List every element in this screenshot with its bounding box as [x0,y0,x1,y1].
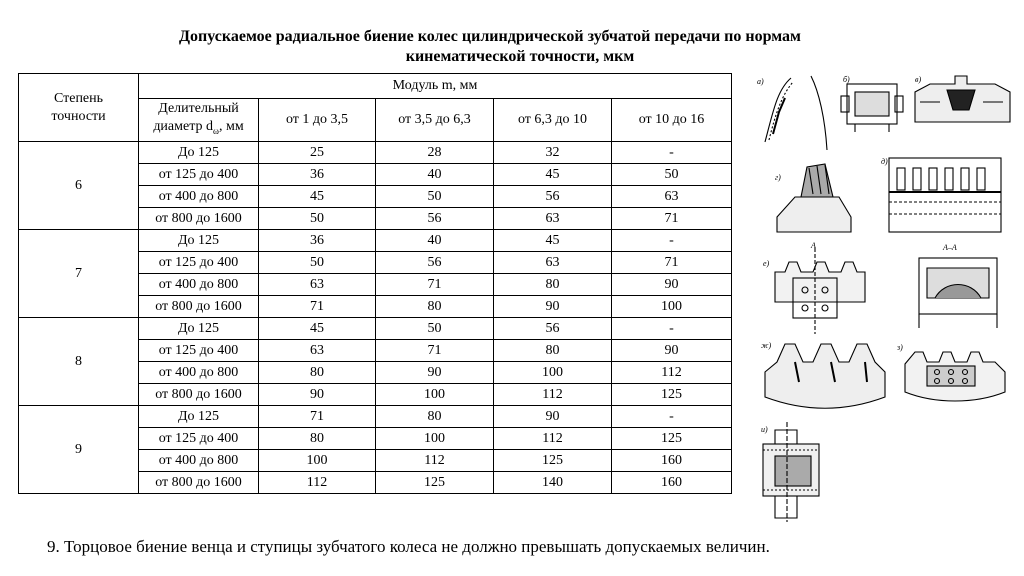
value-cell: 63 [494,252,612,274]
value-cell: 112 [494,384,612,406]
value-cell: 90 [612,274,732,296]
value-cell: 90 [259,384,376,406]
value-cell: 100 [376,384,494,406]
grade-cell: 9 [19,406,139,494]
sketch-e [775,248,865,334]
value-cell: 45 [494,230,612,252]
value-cell: 71 [376,274,494,296]
value-cell: - [612,406,732,428]
value-cell: 125 [376,472,494,494]
title-line-2: кинематической точности, мкм [405,48,635,65]
value-cell: 160 [612,450,732,472]
value-cell: 36 [259,164,376,186]
value-cell: 56 [494,186,612,208]
diameter-cell: от 400 до 800 [139,362,259,384]
value-cell: 100 [376,428,494,450]
figure-label: г) [775,173,781,182]
module-column-header: от 3,5 до 6,3 [376,99,494,142]
value-cell: - [612,142,732,164]
value-cell: 25 [259,142,376,164]
gear-sketches-panel [755,72,1015,527]
sketch-zh [765,344,885,408]
value-cell: 90 [494,406,612,428]
value-cell: 90 [494,296,612,318]
value-cell: 71 [259,296,376,318]
value-cell: 71 [376,340,494,362]
diameter-cell: До 125 [139,142,259,164]
diameter-cell: от 400 до 800 [139,186,259,208]
value-cell: 56 [376,252,494,274]
value-cell: 80 [376,296,494,318]
diameter-header-unit: , мм [218,119,244,135]
value-cell: 56 [376,208,494,230]
table-row [19,318,732,340]
value-cell: 80 [494,274,612,296]
value-cell: 80 [259,428,376,450]
diameter-cell: До 125 [139,318,259,340]
value-cell: 100 [259,450,376,472]
diameter-cell: от 800 до 1600 [139,208,259,230]
diameter-header [139,99,259,142]
value-cell: 50 [259,252,376,274]
value-cell: 100 [494,362,612,384]
value-cell: 63 [494,208,612,230]
sketch-b [841,84,903,132]
section-label: А–А [943,243,957,252]
grade-cell: 8 [19,318,139,406]
module-column-header: от 10 до 16 [612,99,732,142]
value-cell: - [612,318,732,340]
figure-label: ж) [761,341,772,350]
section-mark: А [811,241,816,250]
value-cell: 140 [494,472,612,494]
module-column-header: от 6,3 до 10 [494,99,612,142]
diameter-cell: от 400 до 800 [139,450,259,472]
value-cell: 112 [376,450,494,472]
table-row [19,406,732,428]
value-cell: 112 [259,472,376,494]
value-cell: 80 [376,406,494,428]
value-cell: 90 [612,340,732,362]
value-cell: - [612,230,732,252]
diameter-cell: от 125 до 400 [139,252,259,274]
value-cell: 28 [376,142,494,164]
value-cell: 90 [376,362,494,384]
grade-header-line-2: точности [51,108,106,124]
value-cell: 63 [612,186,732,208]
figure-label: а) [757,77,764,86]
value-cell: 50 [376,318,494,340]
runout-table [18,73,732,494]
module-header: Модуль m, мм [139,74,732,99]
sketch-v [915,76,1010,122]
sketch-z [905,352,1005,401]
module-column-header: от 1 до 3,5 [259,99,376,142]
value-cell: 125 [612,384,732,406]
figure-label: б) [843,75,850,84]
footnote-text: 9. Торцовое биение венца и ступицы зубчатого колеса не должно превышать допускаемых величин. [47,537,770,556]
figure-label: и) [761,425,768,434]
value-cell: 50 [259,208,376,230]
grade-header [19,74,139,142]
value-cell: 80 [494,340,612,362]
value-cell: 125 [612,428,732,450]
value-cell: 160 [612,472,732,494]
sketch-d [889,158,1001,232]
diameter-cell: от 125 до 400 [139,340,259,362]
value-cell: 56 [494,318,612,340]
value-cell: 32 [494,142,612,164]
diameter-cell: от 800 до 1600 [139,472,259,494]
value-cell: 71 [259,406,376,428]
value-cell: 50 [612,164,732,186]
table-row [19,230,732,252]
value-cell: 45 [259,186,376,208]
value-cell: 36 [259,230,376,252]
title-line-1: Допускаемое радиальное биение колес цилиндрической зубчатой передачи по нормам [179,28,801,45]
diameter-cell: от 800 до 1600 [139,296,259,318]
grade-cell: 7 [19,230,139,318]
sketch-section [919,258,997,328]
value-cell: 40 [376,230,494,252]
grade-header-line-1: Степень [53,90,104,106]
value-cell: 112 [612,362,732,384]
value-cell: 112 [494,428,612,450]
sketch-g [777,164,851,232]
value-cell: 50 [376,186,494,208]
sketch-i [763,422,819,522]
diameter-header-line-1: Делительный [158,101,239,117]
diameter-header-line-2: диаметр d [153,119,214,135]
diameter-subscript: ω [213,125,219,136]
value-cell: 45 [259,318,376,340]
value-cell: 125 [494,450,612,472]
figure-label: е) [763,259,770,268]
diameter-cell: До 125 [139,230,259,252]
diameter-cell: от 125 до 400 [139,428,259,450]
value-cell: 71 [612,252,732,274]
diameter-cell: от 125 до 400 [139,164,259,186]
value-cell: 63 [259,274,376,296]
value-cell: 45 [494,164,612,186]
value-cell: 71 [612,208,732,230]
gear-sketches [755,72,1015,527]
diameter-cell: от 400 до 800 [139,274,259,296]
table-row [19,142,732,164]
value-cell: 100 [612,296,732,318]
value-cell: 80 [259,362,376,384]
figure-label: в) [915,75,922,84]
figure-label: з) [897,343,903,352]
diameter-cell: До 125 [139,406,259,428]
page-title [100,27,880,67]
diameter-cell: от 800 до 1600 [139,384,259,406]
grade-cell: 6 [19,142,139,230]
value-cell: 63 [259,340,376,362]
figure-label: д) [881,157,888,166]
value-cell: 40 [376,164,494,186]
sketch-a [765,76,827,150]
